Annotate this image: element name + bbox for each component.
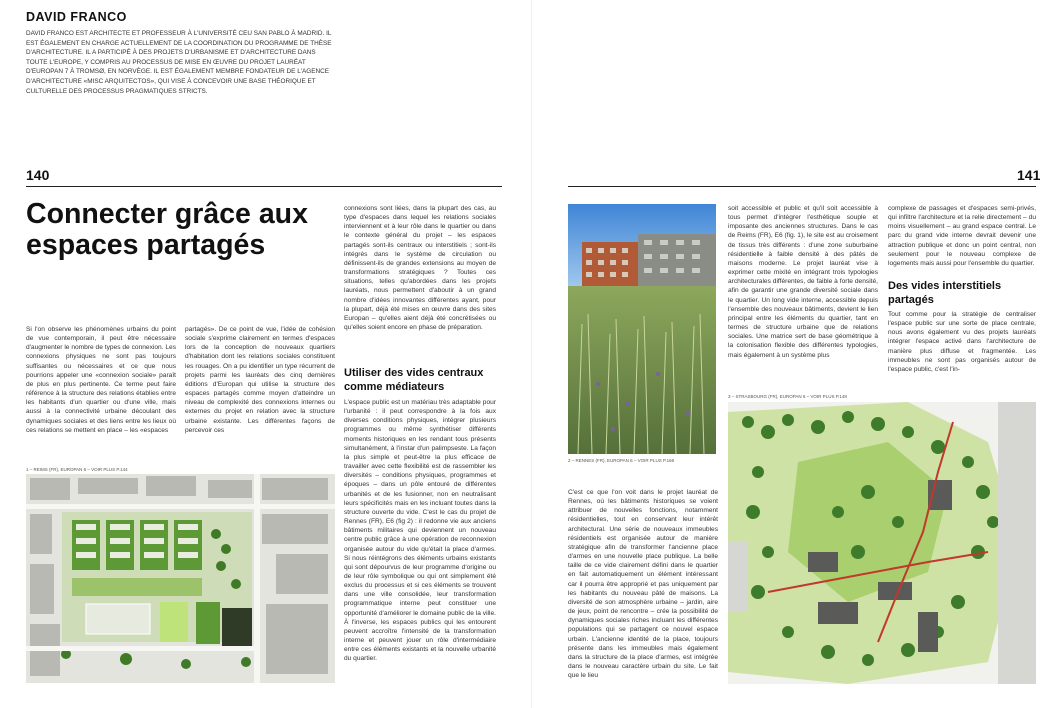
rennes-photo [568, 204, 716, 454]
article-title: Connecter grâce aux espaces partagés [26, 198, 308, 261]
heading-interstitial-voids: Des vides interstitiels partagés [888, 280, 1002, 306]
heading-central-voids: Utiliser des vides centraux comme médiateurs [344, 367, 484, 393]
figure1-caption: 1 – REIMS (FR), EUROPAN 6 – VOIR PLUS P.144 [26, 467, 128, 472]
reims-plan-drawing [26, 474, 335, 683]
reims-site-plan-image [26, 474, 335, 683]
left-col2-text: partagés». De ce point de vue, l'idée de cohésion sociale s'exprime clairement en termes d'espaces lors de la conception de nouveaux quartiers d'habitation dont les relations sociales constituent les rouages. On a pu identifier un type récurrent de projets parmi les lauréats des cinq dernières éditions d'Europan qui utilise la structure des espaces partagés comme moyen d'atteindre un niveau de complexité des connexions internes ou externes du projet en relation avec la structure urbaine existante. Les différentes façons de percevoir ces [185, 326, 335, 434]
left-col1-text: Si l'on observe les phénomènes urbains du point de vue contemporain, il peut être nécessaire d'augmenter le nombre de types de connexion. Les connexions physiques ne sont pas toujours suffisantes ou nécessaires et ce que nous pourrions appeler une «connexion sociale» paraît de plus en plus pertinente. Ce terme peut faire référence à la structure des relations établies entre les habitants d'un quartier ou d'une ville, mais aussi à la connectivité urbaine découlant des dynamiques sociales et des liens entre les lieux où ces relations se mettent en place – les «espaces [26, 326, 176, 434]
rennes-photo-drawing [568, 204, 716, 454]
author-name: DAVID FRANCO [26, 10, 127, 24]
left-col3-bottom-text: L'espace public est un matériau très adaptable pour l'urbanité : il peut correspondre à la fois aux diverses conditions physiques, intégrer plusieurs programmes ou même synthétiser différents moments historiques en les rendant tous présents simultanément, à l'instar d'un palimpseste. La façon la plus simple et peut-être la plus efficace de travailler avec cette flexibilité est de rassembler les diversités – conditions physiques, programmes et époques – dans un pôle entouré de différentes urbanités et de les fusionner, non en neutralisant leurs spécificités mais en les incluant toutes dans la structure ouverte du vide. C'est le cas du projet de Rennes (FR), E6 (fig 2) : il redonne vie aux anciens bâtiments militaires qui deviennent un nouveau centre public grâce à une opération de reconnexion organisée autour du vide qu'était la place d'armes. Si nous réintégrons des éléments urbains existants qui sont dépourvus de leur programme d'origine ou de leur rôle symbolique ou qui ont simplement été exclus du processus et si ces éléments se trouvent dans une ville consolidée, leur transformation programmatique interne peut constituer une opportunité d'améliorer le domaine public de la ville. À l'inverse, les espaces publics qui les entourent peuvent accroître l'intensité de la transformation interne et peuvent jouer un rôle d'intermédiaire entre ces éléments existants et la nouvelle urbanité du quartier. [344, 399, 496, 663]
page-spine [531, 0, 532, 708]
page-number-left: 140 [26, 167, 50, 183]
figure2-caption: 2 – RENNES (FR), EUROPAN 6 – VOIR PLUS P.166 [568, 458, 675, 463]
page-number-right: 141 [1017, 167, 1041, 183]
author-bio: DAVID FRANCO EST ARCHITECTE ET PROFESSEUR À L'UNIVERSITÉ CEU SAN PABLO À MADRID. IL EST ÉGALEMENT EN CHARGE ACTUELLEMENT DE LA COORDINATION DU PROGRAMME DE THÈSE D'ARCHITECTURE. IL A PARTICIPÉ À DES PROJETS D'URBANISME ET D'ARCHITECTURE DANS TOUTE L'EUROPE, Y COMPRIS AU PROCESSUS DE MISE EN ŒUVRE DU PROJET LAURÉAT D'EUROPAN 7 À TROMSØ, EN NORVÈGE. IL EST ÉGALEMENT MEMBRE FONDATEUR DE L'AGENCE D'ARCHITECTURE «MISC ARQUITECTOS», QUI VISE À CONCEVOIR UNE BASE THÉORIQUE ET CULTURELLE DES PROCESSUS PRAGMATIQUES STRICTS. [26, 30, 332, 95]
left-col3-top-text: connexions sont liées, dans la plupart des cas, au type d'espaces dans lequel les relations sociales interviennent et à leur rôle dans le quartier ou dans le contexte général du projet – les espaces partagés sont-ils centraux ou interstitiels ; sont-ils intégrés dans le système de circulation ou définissent-ils de grandes extensions au moyen de transformations stratégiques ? Toutes ces situations, telles qu'abordées dans les projets lauréats, nous permettent d'aboutir à un grand nombre d'idées innovantes différentes ayant, pour la plupart, déjà été mises en œuvre dans des sites Europan – qu'elles aient déjà été concrétisées ou qu'elles soient encore en phase de préparation. [344, 205, 496, 332]
figure3-caption: 3 – STRASBOURG (FR), EUROPAN 6 – VOIR PLUS P.148 [728, 394, 847, 399]
strasbourg-plan-drawing [728, 402, 1036, 684]
rule-left [26, 186, 502, 187]
right-col2-text: soit accessible et public et qu'il soit accessible à tous permet d'intégrer l'esthétique souple et imposante des anciennes structures. Dans le cas de Reims (FR), E6 (fig. 1), le site est au croisement de tissus très différents : d'une zone suburbaine résidentielle à faible densité à des pâtés de maisons moderne. Le projet lauréat vise à exprimer cette mixité en intégrant trois typologies architecturales différentes, de faible à forte densité, afin de garantir une grande diversité sociale dans le quartier. Un long vide interne, accessible depuis l'ensemble des nouveaux bâtiments, devient le lien principal entre les éléments du quartier, tant en termes de structure urbaine que de relations sociales. Une matrice sert de base géométrique à la colonisation flexible des différentes typologies, mais également à un système plus [728, 205, 878, 359]
strasbourg-site-plan-image [728, 402, 1036, 684]
right-col3-bottom-text: Tout comme pour la stratégie de centraliser l'espace public sur une sorte de place centrale, nous avons également vu des projets lauréats intégrer l'espace activé dans l'architecture de manière plus diffuse et fragmentée. Les immeubles ne sont pas organisés autour de l'espace public, c'est l'in- [888, 311, 1036, 373]
rule-right [568, 186, 1036, 187]
right-col1-text: C'est ce que l'on voit dans le projet lauréat de Rennes, où les bâtiments historiques se voient attribuer de nouvelles fonctions, notamment résidentielles, tout en conservant leur intérêt architectural. Une série de nouveaux immeubles résidentiels est organisée autour de manière stratégique afin de transformer l'ancienne place d'armes en une nouvelle place publique. La belle taille de ce vide clairement défini dans le quartier en fait automatiquement un élément intéressant car il pourra être approprié et pas uniquement par les habitants du nouveau pâté de maisons. La diversité de son atmosphère urbaine – jardin, aire de jeux, point de rencontre – crée la possibilité de dynamiques sociales riches incluant les différentes populations qui se partagent ce nouvel espace urbain. L'ancienne identité de la place, toujours présente dans les immeubles mais également dans la structure de la place d'armes, est intégrée dans le nouveau caractère urbain du site. Le fait que le lieu [568, 489, 718, 680]
right-col3-top-text: complexe de passages et d'espaces semi-privés, qui infiltre l'architecture et la relie directement – du moins visuellement – au grand espace central. Le parc du grand vide interne devrait devenir une attraction publique et donc un point central, non seulement pour le nouveau complexe de logements mais aussi pour l'ensemble du quartier. [888, 205, 1036, 267]
